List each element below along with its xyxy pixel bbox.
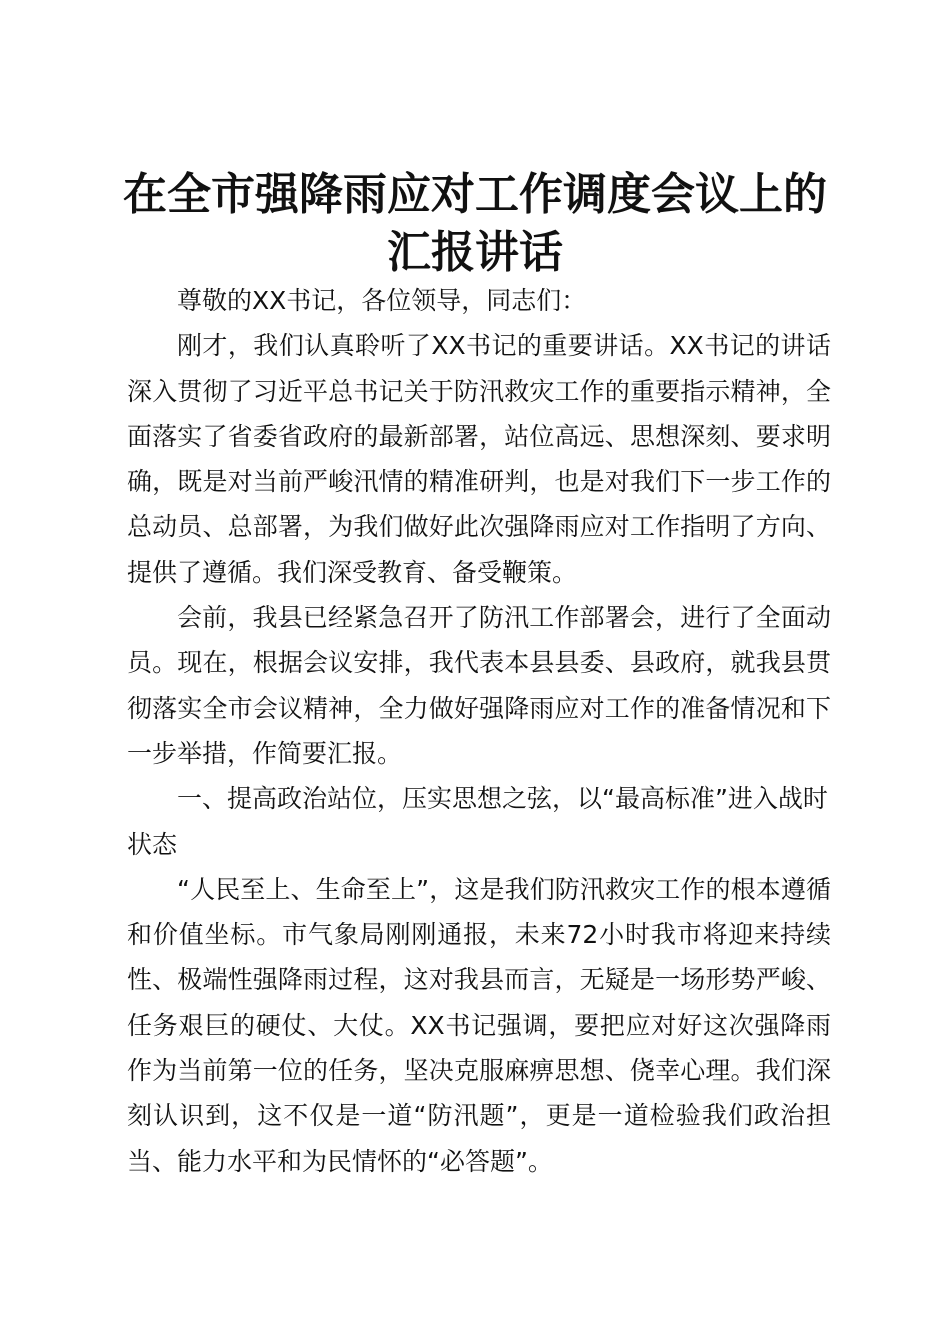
section-1-paragraph: “人民至上、生命至上”，这是我们防汛救灾工作的根本遵循和价值坐标。市气象局刚刚通报，未来72小时我市将迎来持续性、极端性强降雨过程，这对我县而言，无疑是一场形势严峻、任务艰巨的硬仗、大仗。XX书记强调，要把应对好这次强降雨作为当前第一位的任务，坚决克服麻痹思想、侥幸心理。我们深刻认识到，这不仅是一道“防汛题”，更是一道检验我们政治担当、能力水平和为民情怀的“必答题”。: [127, 874, 831, 1176]
salutation: 尊敬的XX书记，各位领导，同志们：: [177, 286, 587, 315]
document-title: 在全市强降雨应对工作调度会议上的汇报讲话: [123, 169, 827, 278]
body-paragraph-2: 会前，我县已经紧急召开了防汛工作部署会，进行了全面动员。现在，根据会议安排，我代表本县县委、县政府，就我县贯彻落实全市会议精神，全力做好强降雨应对工作的准备情况和下一步举措，作简要汇报。: [127, 603, 831, 768]
document-body: [127, 278, 831, 1184]
section-heading-1: 一、提高政治站位，压实思想之弦，以“最高标准”进入战时状态: [127, 784, 828, 859]
body-paragraph-1: 刚才，我们认真聆听了XX书记的重要讲话。XX书记的讲话深入贯彻了习近平总书记关于防汛救灾工作的重要指示精神，全面落实了省委省政府的最新部署，站位高远、思想深刻、要求明确，既是对当前严峻汛情的精准研判，也是对我们下一步工作的总动员、总部署，为我们做好此次强降雨应对工作指明了方向、提供了遵循。我们深受教育、备受鞭策。: [127, 331, 831, 587]
